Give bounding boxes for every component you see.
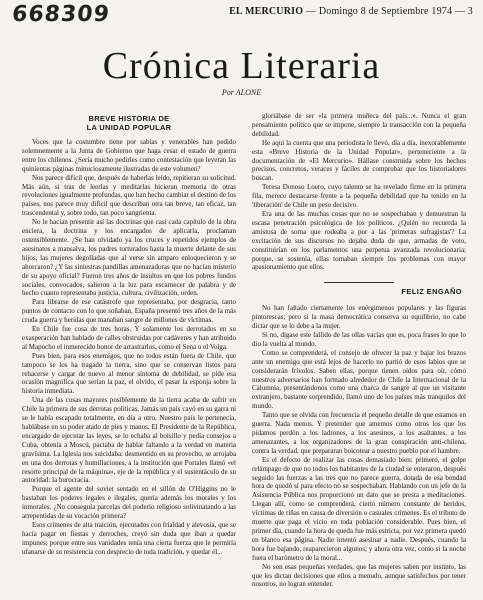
right-column [252,112,466,596]
article-title: Crónica Literaria [102,45,381,87]
paragraph: Como se comprenderá, el consejo de ofrecer la paz y bajar los brazos ante un enemigo que está lejos de hacerlo no partió de esos labios que se considerarán frívolos. Saben ellas, porque tienen oídos para oír, cómo nuestros adversarios han formado alrededor de Chile la Internacional de la Calumnia, presentándonos como una charca de sangre al que un visitante extranjero, bastante sorprendido, llamó uno de los países más tranquilos del mundo. [252,348,466,411]
section-heading [22,114,236,132]
paragraph: Una de las cosas mayores posiblemente de la tierra acaba de sufrir en Chile la primera de sus derrotas políticas. Jamás un país cayó en su garra ni se le había escapado totalmente, en día a otro. Nuestro país le pertenecía, hablábase en su poder atado de pies y manos. El Presidente de la República, encargado de ejecutar las leyes, se lo echaba al bolsillo y pedía consejos a Cuba, obtenía a Moscú, pactaba de hablar faltando a la verdad en materia gravísima. La Iglesia nos suicidaba: desmentido en su provecho, se arrojaba en una dos derrotas y humillaciones, a la institución que Portales llamó «el resorte principal de la máquina», eje de la república y el sustentáculo de su autoridad: la burocracia. [22,396,236,485]
paragraph: En Chile fue cosa de tres horas. Y solamente los derrotados en su exasperación han hablado de calles obstruidas por cadáveres y han atribuido al Mapocho el inmerecido honor de arrastrarlos, como el Sena o el Volga. [22,325,236,351]
paragraph: Para librarse de ese catástrofe que representaba, por desgracia, tanto puntos de contacto con lo que soñaban, España presentó tres años de la más cruda guerra y heridas que manaban sangre de millones de víctimas. [22,298,236,325]
section-heading: FELIZ ENGAÑO [401,287,462,297]
paragraph: Voces que la costumbre tiene por sabias y venerables han pedido solemnemente a la Junta de Gobierno que haga cesar el estado de guerra entre los chilenos. ¿Sería mucho pedirles como contestación que leyeran las quinientas páginas minuciosamente ilustradas de este volumen? [22,138,236,173]
section-divider [324,282,394,283]
paragraph: He aquí la cuenta que una periodista le llevó, día a día, inexorablemente esta «Breve Historia de la Unidad Popular», perteneciente a la documentación de «El Mercurio». Hállase construida sobre los hechos precisos, concretos, veraces y fáciles de comprobar que los historiadores buscan. [252,138,466,183]
paragraph: Pues bien, para esos enemigos, que no todos están fuera de Chile, que tampoco se los ha tragado la tierra, sino que se conservan listos para rehacerse y cargar de nuevo al menor síntoma de debilidad, se pide esa ocasión magnífica que serían la paz, el olvido, el pasar la esponja sobre la historia inmediata. [22,351,236,396]
paragraph: Es el defecto de realizar las cosas demasiado bien: primero, el golpe relámpago de que no todos los habitantes de la ciudad se enteraron, después seguido las fuerzas a las tres que no parece guerra, dotada de esa bondad hora de quedó sí para efecto no se sospechaban. Hablando con un jefe de la Asistencia Pública nos proporcionó un dato que se presta a meditaciones. Llegan allí, como se comprenderá, cierto número constante de heridos, víctimas de riñas en causa de diversión o casuales crímenes. Es el tributo de muerte que paga el vicio en toda población considerable. Pues bien, el primer día, cuando la hora de queda fue más estricta, por vez primera quedó en blanco esa página. Nadie intentó asesinar a nadie. Después, cuando la hora fue bajando, reaparecieron algunos; y ahora otra vez, como si la noche fuera el barómetro de la moral... [252,455,466,562]
masthead [229,6,473,17]
section-heading-line: BREVE HISTORIA DE [88,114,170,123]
byline: Por ALONE [221,88,262,97]
newspaper-name: EL MERCURIO [229,6,304,17]
paragraph: Porque el agente del soviet sentado en el sillón de O'Higgins no le bastaban los poderes legales e ilegales, quería además los morales y los inmorales. ¿No conseguía parcelas del poderío religioso solivinatando a las arrepentidas de su vocación primera? [22,485,236,521]
paragraph: Teresa Donoso Loero, cuyo talento se ha revelado firme en la primera fila, merece destacarse frente a la pequeña debilidad que ha tenido en la 'liberación' de Chile un peso decisivo. [252,183,466,210]
paragraph: No le hacían presentir así las doctrinas que casi cada capítulo de la obra enciera, la doctrina y los encargados de aplicarla, proclaman ostensiblemente. ¿Se han olvidado ya los cruces y repetidos ejemplos de asesinatos a mansalva, los padres torturados hasta la muerte delante de sus hijos, las mujeres degolladas que al verse sin amparo enloquecieron y se ahorcaron? ¿Y las siniestras pandillas amenazadoras que no hacían misterio de su apoyo oficial? Fueron tres años de insultos en que los pobres fundos sociales, convocados, salieron a la luz para escarnecer de palabra y de hecho cuanto representaba justicia, cultura, civilización, orden. [22,218,236,298]
paragraph: No son esas pequeñas verdades, que las mujeres saben por instinto, las que les dictan decisiones que ellos a menudo, aunque satisfechos por tener nosotros, no logran entender. [252,562,466,589]
paragraph: gloriábase de ser «la primera muñeca del país...». Nunca el gran pensamiento político que se impone, siempre la transacción con la pequeña debilidad. [252,112,466,138]
archive-number: 668309 [10,2,112,27]
paragraph: No han faltado ciertamente los enérgimenos populares y las figuras pintorescas; pero si la masa democrática conserva su equilibrio, no cabe dictar que se lo debe a la mujer. [252,304,466,331]
publication-date: — Domingo 8 de Septiembre 1974 — [305,6,466,17]
left-column [22,112,236,596]
section-heading-line: LA UNIDAD POPULAR [86,123,172,132]
paragraph: Nos parece difícil que, después de haberlas leído, repitieran su solicitud. Más aún, si tras de leerlas y meditarlas hicieran memoria de otras revoluciones igualmente profundas, que han hecho cambiar el destino de los países, nos parece muy difícil que describan otra tan breve, tan eficaz, tan trascendental y, sobre todo, tan poco sangrienta. [22,173,236,218]
page-number: 3 [467,6,473,17]
paragraph: Esos crímenes de alta traición, ejecutados con frialdad y alevosía, que se hacía pagar en fiestas y derroches, creyó sin duda que iban a quedar impunes; porque entre sus vanidades tenía una cierta fuerza que le permitía ufanarse de su resistencia con desprecio de toda tradición, y quedar él... [22,520,236,556]
paragraph: Era una de las muchas cosas que no se sospechaban y demuestran la escasa penetración psicológica de los políticos. ¿Quién no recuerda la amistosa de sorna que rodeaba a por a las 'primeras sufragistas'? La excitación de sus discursos no dejaba duda de que, armadas de voto, constituirían en los parlamentos una perpetua avanzada revolucionaria; porque, se sostenía, ellas tomaban siempre los problemas con mayor apasionamiento que ellos. [252,209,466,272]
paragraph: Tanto que se olvida con frecuencia el pequeño detalle de que estamos en guerra. Nada menos. Y pretender que amemos como otros los que los pidamos perdón a los ladrones, a los asesinos, a los asaltantes, a los amenazantes, a los organizadores de la gran conspiración anti-chilena, contra la verdad, que prepararan boicotear a nuestro pueblo por el hambre. [252,411,466,455]
paragraph: Si no, dígase este fallido de las ollas vacías que es, poca frases lo que lo dio la vuelta al mundo. [252,331,466,348]
